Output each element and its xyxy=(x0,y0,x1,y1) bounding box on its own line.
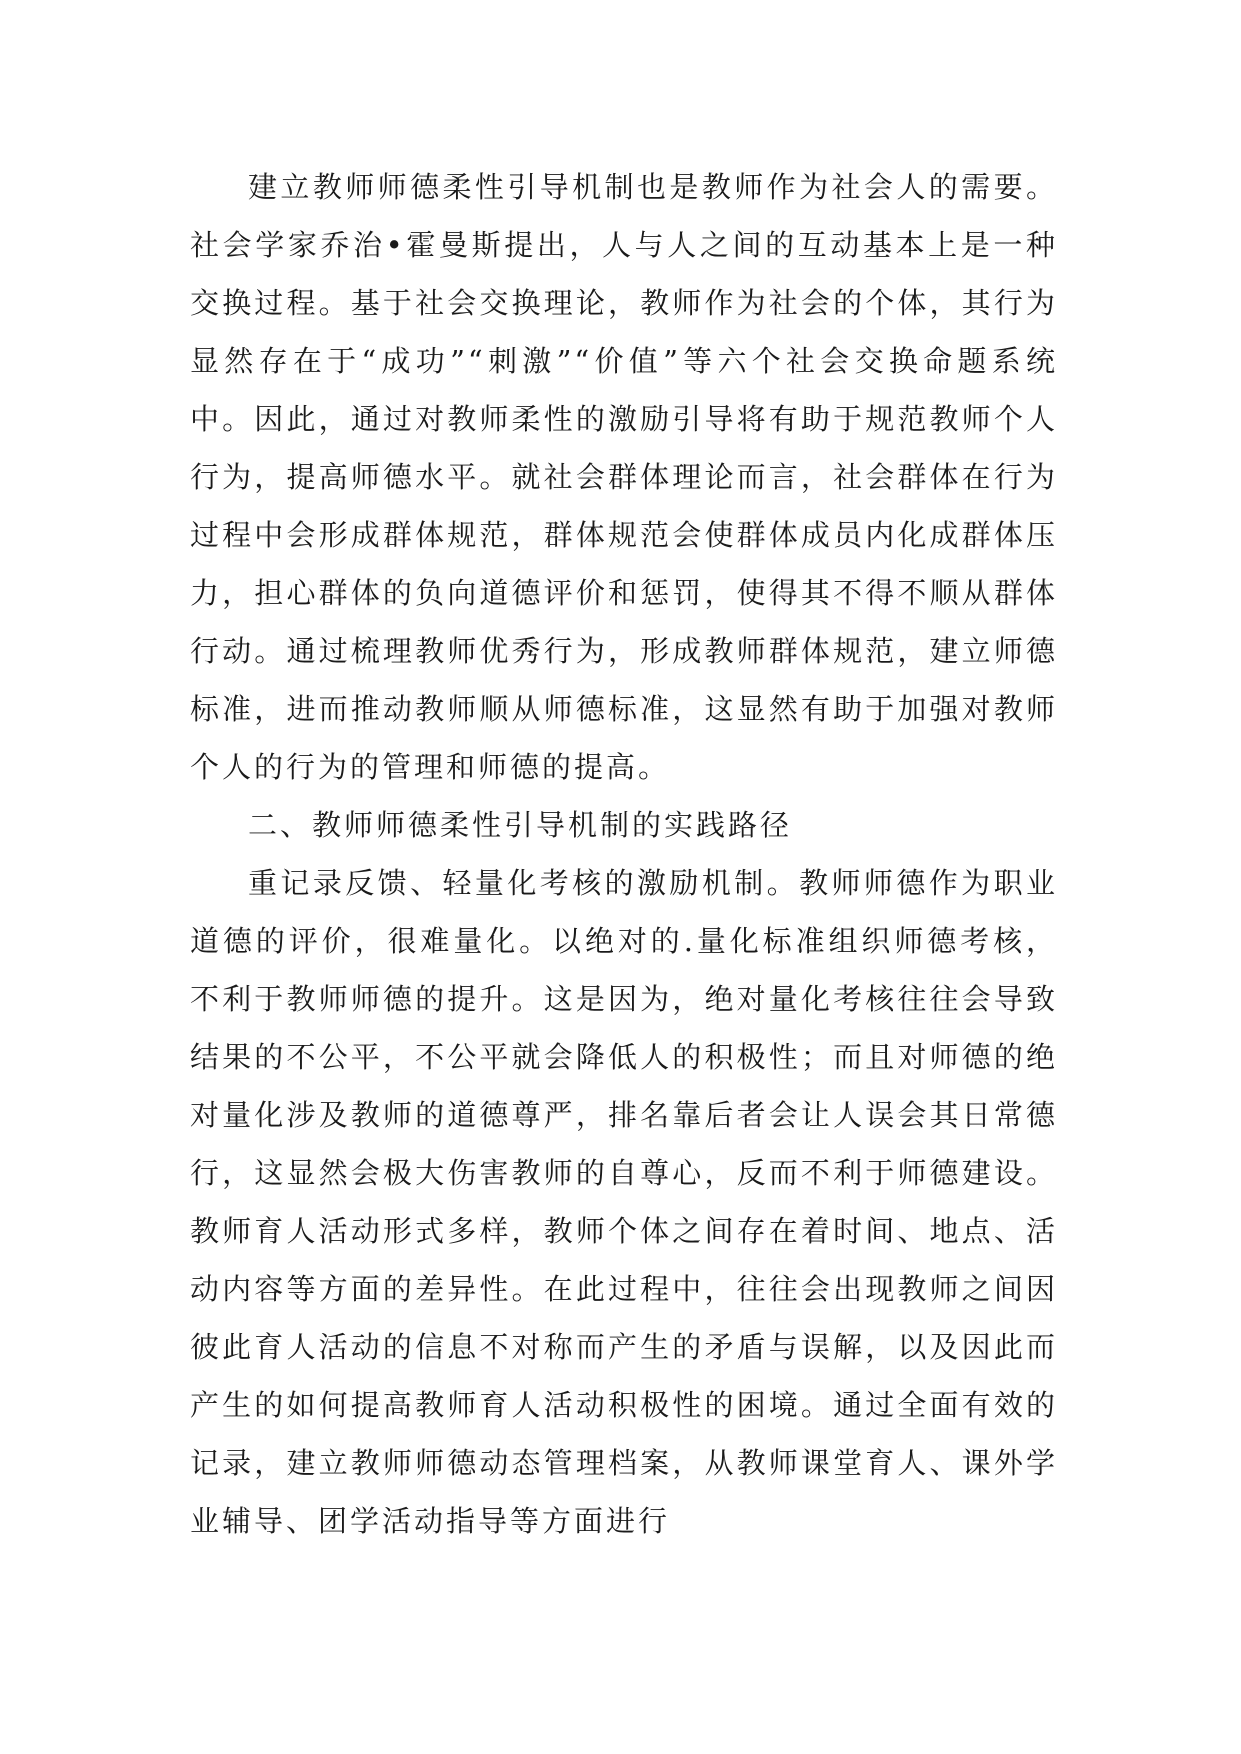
body-paragraph-1: 建立教师师德柔性引导机制也是教师作为社会人的需要。社会学家乔治•霍曼斯提出，人与人之间的互动基本上是一种交换过程。基于社会交换理论，教师作为社会的个体，其行为显然存在于“成功”“刺激”“价值”等六个社会交换命题系统中。因此，通过对教师柔性的激励引导将有助于规范教师个人行为，提高师德水平。就社会群体理论而言，社会群体在行为过程中会形成群体规范，群体规范会使群体成员内化成群体压力，担心群体的负向道德评价和惩罚，使得其不得不顺从群体行动。通过梳理教师优秀行为，形成教师群体规范，建立师德标准，进而推动教师顺从师德标准，这显然有助于加强对教师个人的行为的管理和师德的提高。 xyxy=(190,170,1058,784)
document-page xyxy=(190,158,1058,1550)
section-heading: 二、教师师德柔性引导机制的实践路径 xyxy=(248,808,793,842)
body-paragraph-2: 重记录反馈、轻量化考核的激励机制。教师师德作为职业道德的评价，很难量化。以绝对的.量化标准组织师德考核，不利于教师师德的提升。这是因为，绝对量化考核往往会导致结果的不公平，不公平就会降低人的积极性；而且对师德的绝对量化涉及教师的道德尊严，排名靠后者会让人误会其日常德行，这显然会极大伤害教师的自尊心，反而不利于师德建设。教师育人活动形式多样，教师个体之间存在着时间、地点、活动内容等方面的差异性。在此过程中，往往会出现教师之间因彼此育人活动的信息不对称而产生的矛盾与误解，以及因此而产生的如何提高教师育人活动积极性的困境。通过全面有效的记录，建立教师师德动态管理档案，从教师课堂育人、课外学业辅导、团学活动指导等方面进行 xyxy=(190,866,1058,1538)
